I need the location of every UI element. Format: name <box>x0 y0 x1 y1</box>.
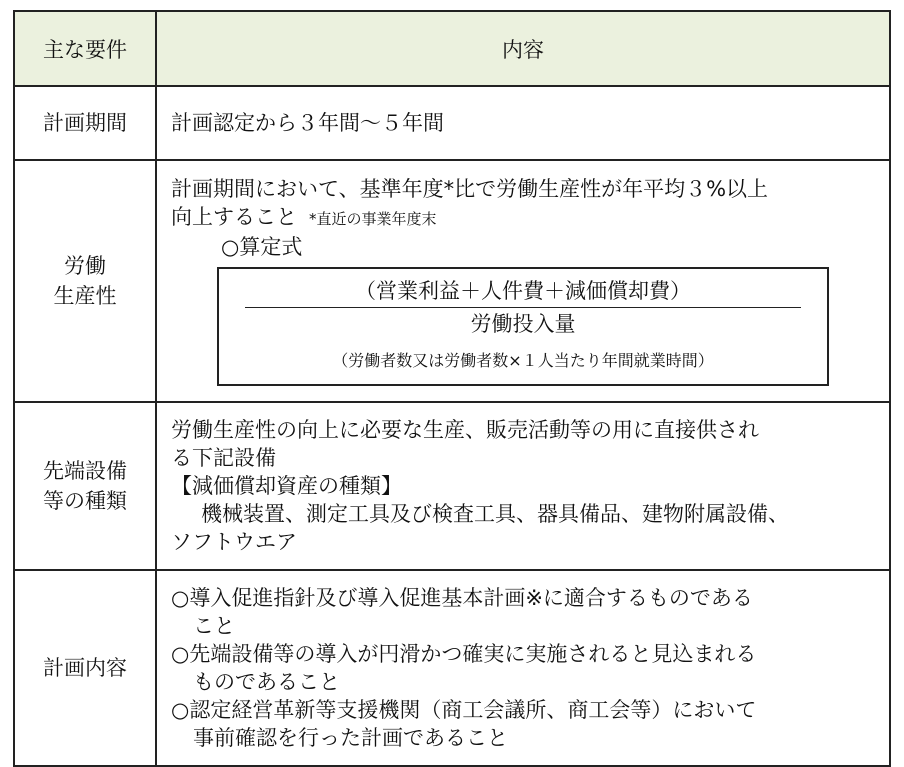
productivity-line2: 向上すること <box>171 204 297 229</box>
header-content: 内容 <box>156 11 890 86</box>
plan-item-1-cont: こと <box>193 614 235 638</box>
plan-item-2: ○先端設備等の導入が円滑かつ確実に実施されると見込まれる <box>171 642 757 666</box>
equipment-line5: ソフトウエア <box>171 530 297 554</box>
productivity-line2-wrap <box>171 203 879 233</box>
productivity-footnote: *直近の事業年度末 <box>309 209 437 228</box>
plan-item-2-cont: ものであること <box>193 670 340 694</box>
equipment-line4: 機械装置、測定工具及び検査工具、器具備品、建物附属設備、 <box>201 502 789 526</box>
productivity-label-line2: 生産性 <box>53 284 117 308</box>
equipment-line1: 労働生産性の向上に必要な生産、販売活動等の用に直接供され <box>171 418 759 442</box>
header-row <box>14 11 890 86</box>
productivity-label-line1: 労働 <box>64 254 106 278</box>
table-row <box>14 86 890 160</box>
formula-box <box>217 267 829 386</box>
equipment-content <box>156 402 890 570</box>
equipment-line3: 【減価償却資産の種類】 <box>171 474 402 498</box>
period-content: 計画認定から３年間～５年間 <box>156 86 890 160</box>
equipment-label-line2: 等の種類 <box>43 489 127 513</box>
productivity-line1: 計画期間において、基準年度*比で労働生産性が年平均３%以上 <box>171 176 769 201</box>
formula-heading: ○算定式 <box>221 234 303 259</box>
plan-item-3: ○認定経営革新等支援機関（商工会議所、商工会等）において <box>171 698 757 722</box>
plan-content <box>156 570 890 766</box>
plan-item-3-cont: 事前確認を行った計画であること <box>193 726 508 750</box>
formula-numerator: （営業利益＋人件費＋減価償却費） <box>245 275 801 308</box>
table-row <box>14 160 890 402</box>
header-requirement: 主な要件 <box>14 11 156 86</box>
plan-label: 計画内容 <box>14 570 156 766</box>
requirements-table <box>13 10 891 767</box>
formula-note: （労働者数又は労働者数×１人当たり年間就業時間） <box>332 350 714 370</box>
table-row <box>14 402 890 570</box>
table-row <box>14 570 890 766</box>
productivity-label <box>14 160 156 402</box>
period-label: 計画期間 <box>14 86 156 160</box>
productivity-content <box>156 160 890 402</box>
equipment-label <box>14 402 156 570</box>
equipment-label-line1: 先端設備 <box>43 459 127 483</box>
equipment-line2: る下記設備 <box>171 446 276 470</box>
formula-denominator: 労働投入量 <box>470 311 576 336</box>
plan-item-1: ○導入促進指針及び導入促進基本計画※に適合するものである <box>171 586 753 610</box>
